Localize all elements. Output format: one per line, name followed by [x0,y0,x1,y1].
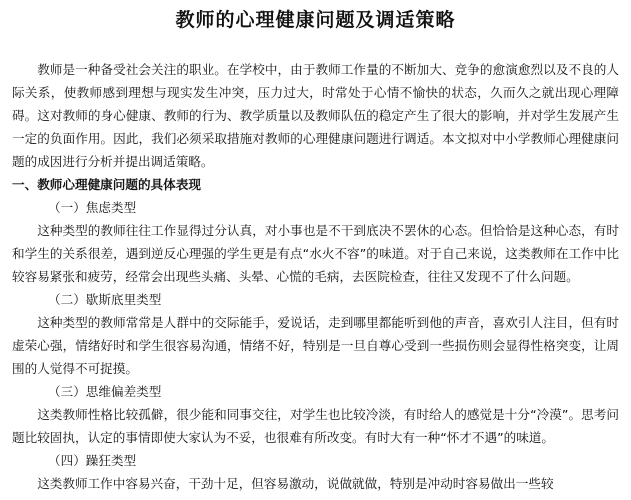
subsection-heading-mania: （四）躁狂类型 [48,453,137,468]
subsection-heading-hysteria: （二）歇斯底里类型 [48,292,162,307]
subsection-paragraph-anxiety: 这种类型的教师往往工作显得过分认真，对小事也是不干到底决不罢休的心态。但恰恰是这种心态，有时和学生的关系很差，遇到逆反心理强的学生更是有点“水火不容”的味道。对于自己来说，这类教师在工作中比较容易紧张和疲劳，经常会出现些头痛、头晕、心慌的毛病，去医院检查，往往又发现不了什么问题。 [12,223,619,284]
subsection-paragraph-hysteria: 这种类型的教师常常是人群中的交际能手，爱说话，走到哪里都能听到他的声音，喜欢引人注目，但有时虚荣心强，情绪好时和学生很容易沟通，情绪不好，特别是一旦自尊心受到一些损伤则会显得性格突变，让周围的人觉得不可捉摸。 [12,315,619,376]
section-heading-1: 一、教师心理健康问题的具体表现 [12,177,201,192]
intro-paragraph: 教师是一种备受社会关注的职业。在学校中，由于教师工作量的不断加大、竞争的愈演愈烈以及不良的人际关系，使教师感到理想与现实发生冲突，压力过大，时常处于心情不愉快的状态，久而久之就出现心理障碍。这对教师的身心健康、教师的行为、教学质量以及教师队伍的稳定产生了很大的影响，并对学生发展产生一定的负面作用。因此，我们必须采取措施对教师的心理健康问题进行调适。本文拟对中小学教师心理健康问题的成因进行分析并提出调适策略。 [12,62,619,169]
document-title: 教师的心理健康问题及调适策略 [175,9,456,31]
subsection-paragraph-mania: 这类教师工作中容易兴奋，干劲十足，但容易激动，说做就做，特别是冲动时容易做出一些较 [37,476,554,491]
subsection-paragraph-thinking-bias: 这类教师性格比较孤僻，很少能和同事交往，对学生也比较冷淡，有时给人的感觉是十分“冷漠”。思考问题比较固执，认定的事情即使大家认为不妥，也很难有所改变。有时大有一种“怀才不遇”的味道。 [12,407,619,445]
subsection-heading-anxiety: （一）焦虑类型 [48,200,137,215]
subsection-heading-thinking-bias: （三）思维偏差类型 [48,384,162,399]
document-body [12,58,619,495]
